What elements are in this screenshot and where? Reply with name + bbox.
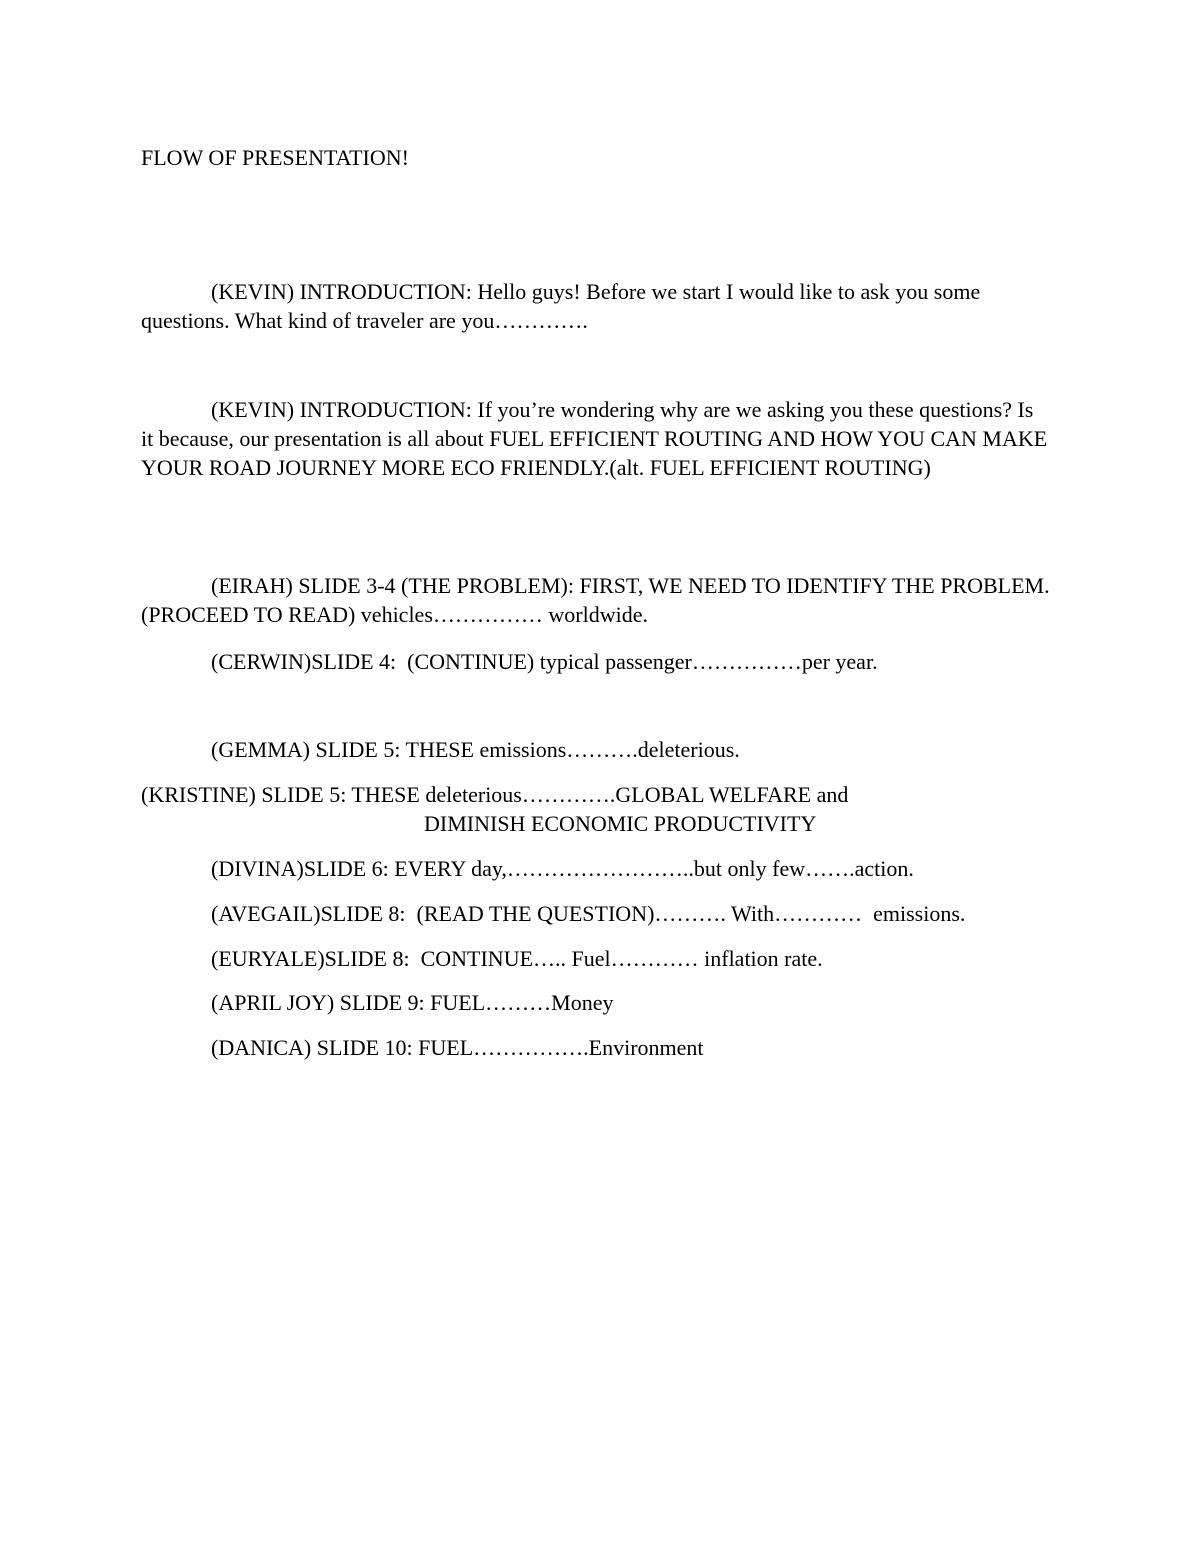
euryale-line: (EURYALE)SLIDE 8: CONTINUE….. Fuel………… inflation rate. [211, 946, 823, 971]
kristine-line-2: DIMINISH ECONOMIC PRODUCTIVITY [424, 811, 817, 836]
gemma-line: (GEMMA) SLIDE 5: THESE emissions……….deleterious. [211, 737, 740, 762]
kevin-intro-paragraph-1: (KEVIN) INTRODUCTION: Hello guys! Before we start I would like to ask you some questions. What kind of traveler are you…………. [141, 279, 981, 333]
kevin-intro-paragraph-2: (KEVIN) INTRODUCTION: If you’re wondering why are we asking you these questions? Is it because, our presentation is all about FUEL EFFICIENT ROUTING AND HOW YOU CAN MAKE YOUR ROAD JOURNEY MORE ECO FRIENDLY.(alt. FUEL EFFICIENT ROUTING) [141, 397, 1048, 480]
kristine-line-1: (KRISTINE) SLIDE 5: THESE deleterious………….GLOBAL WELFARE and [141, 782, 849, 807]
danica-line: (DANICA) SLIDE 10: FUEL…………….Environment [211, 1035, 704, 1060]
eirah-paragraph: (EIRAH) SLIDE 3-4 (THE PROBLEM): FIRST, WE NEED TO IDENTIFY THE PROBLEM. (PROCEED TO READ) vehicles…………… worldwide. [141, 573, 1050, 627]
document-title: FLOW OF PRESENTATION! [141, 145, 409, 170]
april-joy-line: (APRIL JOY) SLIDE 9: FUEL………Money [211, 990, 614, 1015]
cerwin-line: (CERWIN)SLIDE 4: (CONTINUE) typical passenger……………per year. [211, 649, 878, 674]
divina-line: (DIVINA)SLIDE 6: EVERY day,……………………..but only few…….action. [211, 856, 914, 881]
avegail-line: (AVEGAIL)SLIDE 8: (READ THE QUESTION)………. With………… emissions. [211, 901, 966, 926]
